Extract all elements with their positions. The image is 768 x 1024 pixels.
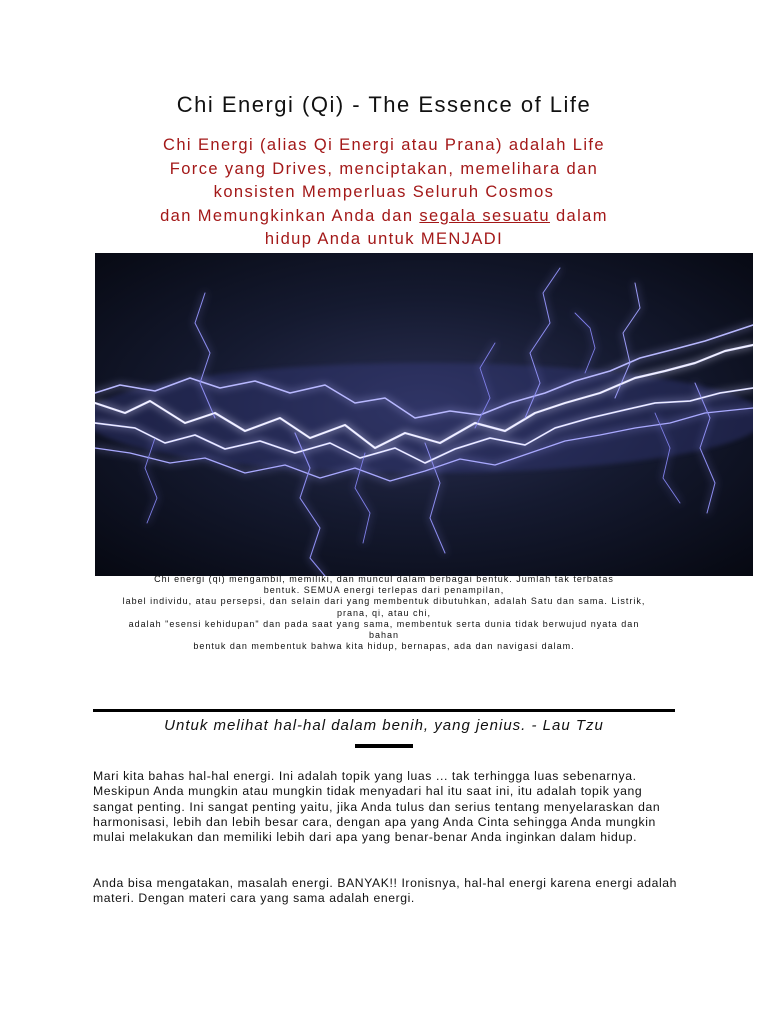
caption-line: label individu, atau persepsi, dan selain dari yang membentuk dibutuhkan, adalah Satu dan sama. Listrik,: [122, 596, 646, 607]
quote-text: Untuk melihat hal-hal dalam benih, yang jenius. - Lau Tzu: [164, 717, 604, 734]
intro-line: Force yang Drives, menciptakan, memelihara dan: [169, 159, 599, 178]
lightning-image: [95, 253, 753, 576]
caption-line: bentuk. SEMUA energi terlepas dari penampilan,: [263, 585, 505, 596]
page-title: Chi Energi (Qi) - The Essence of Life: [176, 92, 592, 117]
intro-line: konsisten Memperluas Seluruh Cosmos: [213, 183, 555, 201]
caption-line: bahan: [368, 630, 400, 641]
intro-line: hidup Anda untuk MENJADI: [264, 230, 504, 248]
body-paragraph: Anda bisa mengatakan, masalah energi. BANYAK!! Ironisnya, hal-hal energi karena energi adalah materi. Dengan materi cara yang sama adalah energi.: [93, 876, 678, 906]
underlined-phrase: segala sesuatu: [419, 206, 550, 225]
intro-line: Chi Energi (alias Qi Energi atau Prana) adalah Life: [163, 136, 605, 154]
image-caption: [80, 574, 688, 652]
caption-line: prana, qi, atau chi,: [336, 607, 432, 618]
caption-line: Chi energi (qi) mengambil, memiliki, dan muncul dalam berbagai bentuk. Jumlah tak terbatas: [154, 574, 614, 584]
body-paragraph: Mari kita bahas hal-hal energi. Ini adalah topik yang luas ... tak terhingga luas sebenarnya. Meskipun Anda mungkin atau mungkin tidak menyadari hal itu saat ini, itu adalah topik yang sangat penting. Ini sangat penting yaitu, jika Anda tulus dan serius tentang menyelaraskan dan harmonisasi, lebih dan lebih besar cara, dengan apa yang Anda Cinta sehingga Anda mungkin mulai melakukan dan memiliki lebih dari apa yang benar-benar Anda inginkan dalam hidup.: [93, 769, 661, 845]
divider-rule: [93, 709, 675, 712]
caption-line: adalah "esensi kehidupan" dan pada saat yang sama, membentuk serta dunia tidak berwujud nyata dan: [128, 618, 640, 629]
intro-line: [60, 205, 708, 229]
short-divider: [355, 744, 413, 748]
intro-text-segment: dalam: [549, 206, 608, 225]
caption-line: bentuk dan membentuk bahwa kita hidup, bernapas, ada dan navigasi dalam.: [193, 641, 575, 652]
lightning-illustration: [95, 253, 753, 576]
intro-text-segment: dan Memungkinkan Anda dan: [160, 206, 420, 225]
intro-text: [60, 134, 708, 252]
